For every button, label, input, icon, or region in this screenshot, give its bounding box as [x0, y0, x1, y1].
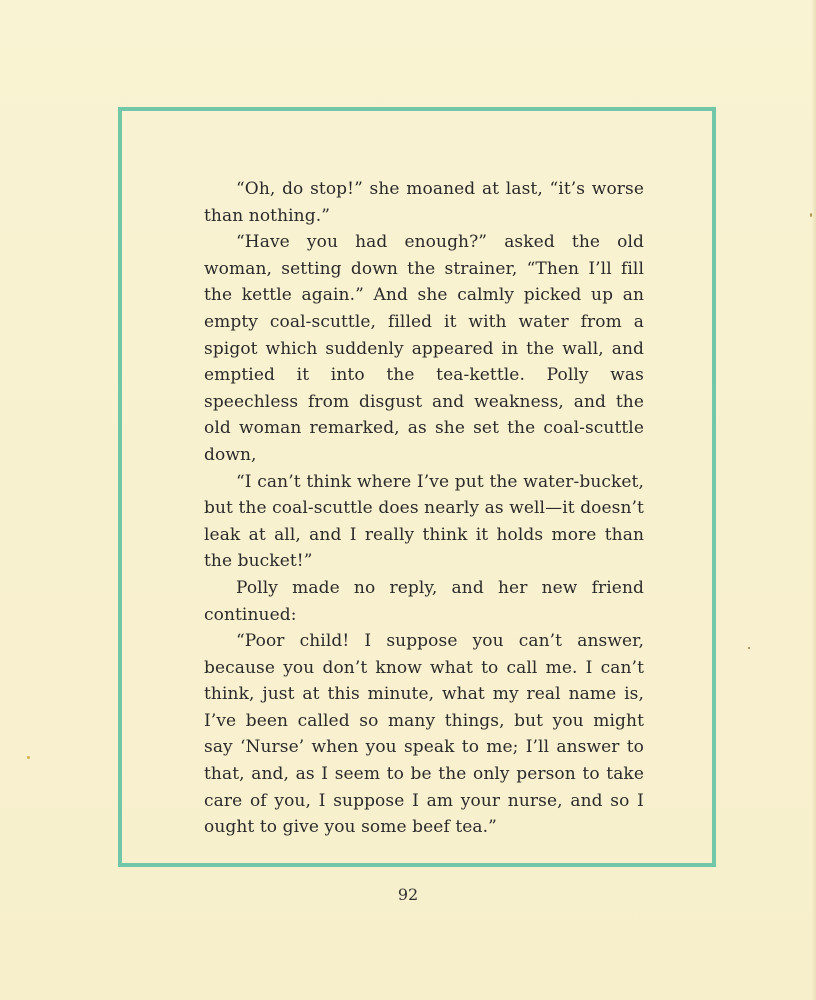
page-edge	[812, 0, 816, 1000]
story-text	[204, 176, 644, 841]
paragraph-1: “Oh, do stop!” she moaned at last, “it’s worse than nothing.”	[204, 179, 644, 226]
paper-speck	[748, 647, 750, 649]
paragraph-5: “Poor child! I suppose you can’t answer, because you don’t know what to call me. I can’t think, just at this minute, what my real name is, I’ve been called so many things, but you might say ‘Nurse’ when you speak to me; I’ll answer to that, and, as I seem to be the only person to take care of you, I suppose I am your nurse, and so I ought to give you some beef tea.”	[204, 631, 644, 838]
paragraph-4: Polly made no reply, and her new friend continued:	[204, 577, 644, 625]
paper-speck	[810, 213, 812, 217]
text-frame-border	[118, 107, 716, 867]
paragraph-2: “Have you had enough?” asked the old woman, setting down the strainer, “Then I’ll fill the kettle again.” And she calmly picked up an empty coal-scuttle, filled it with water from a spigot which suddenly appeared in the wall, and emptied it into the tea-kettle. Polly was speechless from disgust and weakness, and the old woman remarked, as she set the coal-scuttle down,	[204, 232, 644, 465]
paper-speck	[27, 756, 30, 759]
page-number: 92	[397, 885, 419, 904]
paragraph-3: “I can’t think where I’ve put the water-bucket, but the coal-scuttle does nearly as well—it doesn’t leak at all, and I really think it holds more than the bucket!”	[204, 471, 644, 572]
